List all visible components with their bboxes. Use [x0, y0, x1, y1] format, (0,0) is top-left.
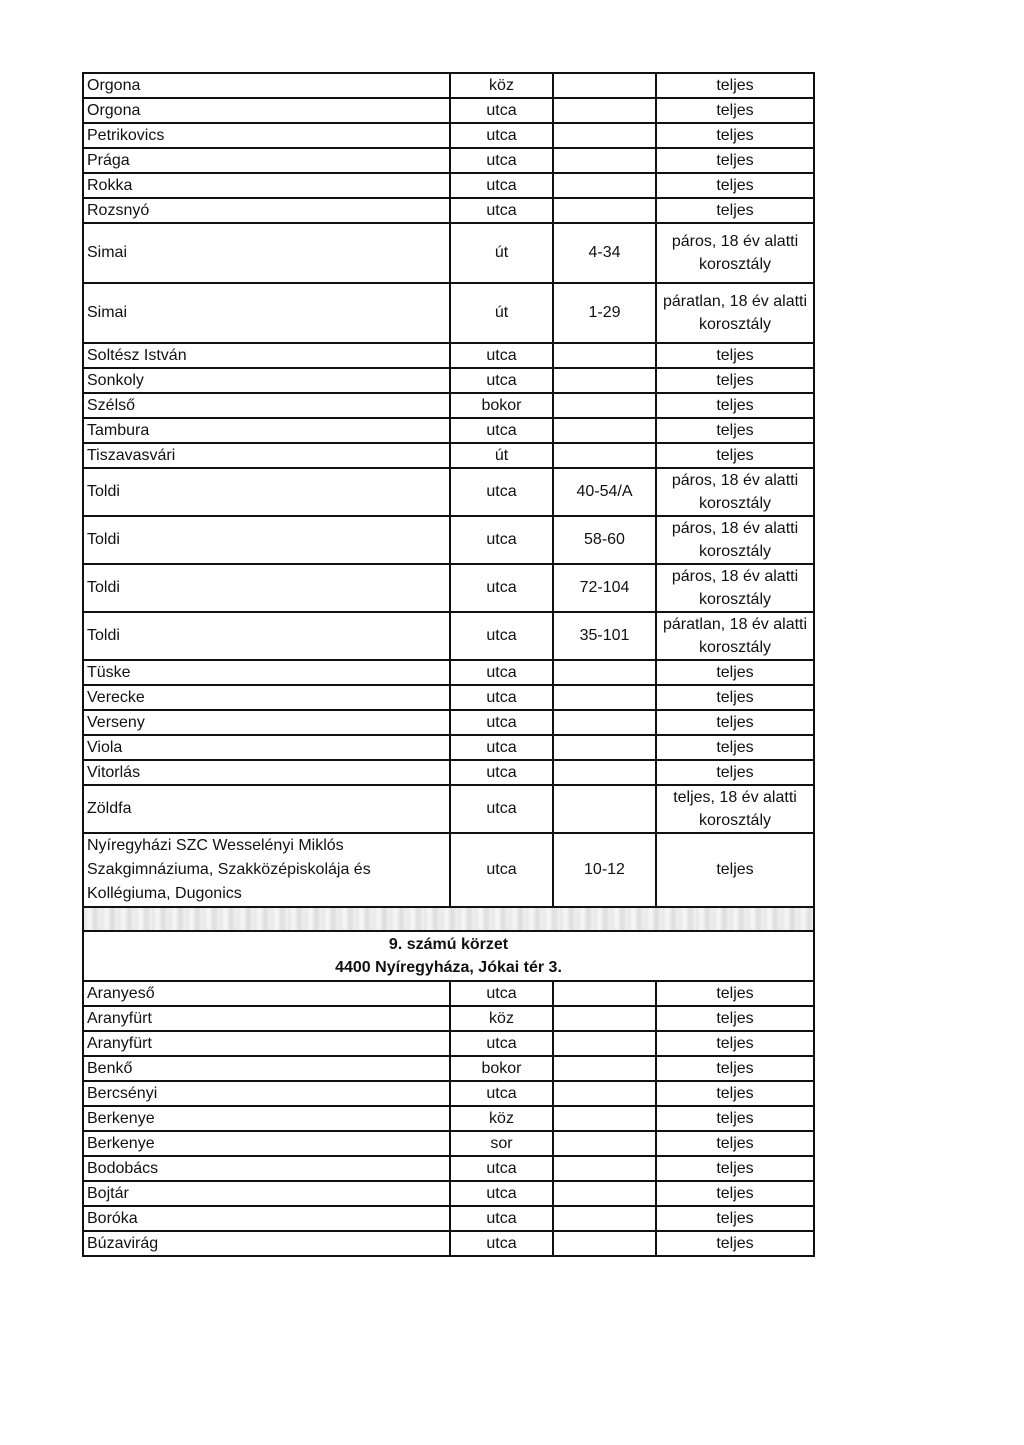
- house-number-cell: 40-54/A: [553, 468, 656, 516]
- scope-cell: páros, 18 év alatti korosztály: [656, 564, 814, 612]
- table-row: [83, 760, 814, 785]
- street-type-cell: utca: [450, 368, 553, 393]
- street-name-cell: Tiszavasvári: [83, 443, 450, 468]
- street-name-cell: Benkő: [83, 1056, 450, 1081]
- street-type-cell: utca: [450, 1231, 553, 1256]
- street-type-cell: utca: [450, 660, 553, 685]
- house-number-cell: [553, 98, 656, 123]
- street-type-cell: utca: [450, 760, 553, 785]
- scope-cell: teljes: [656, 123, 814, 148]
- street-name-cell: Bojtár: [83, 1181, 450, 1206]
- street-name-cell: Búzavirág: [83, 1231, 450, 1256]
- house-number-cell: [553, 123, 656, 148]
- street-name-cell: Soltész István: [83, 343, 450, 368]
- table-row: [83, 443, 814, 468]
- scope-cell: teljes: [656, 685, 814, 710]
- house-number-cell: [553, 1181, 656, 1206]
- street-type-cell: utca: [450, 612, 553, 660]
- table-row: [83, 98, 814, 123]
- table-row: [83, 612, 814, 660]
- house-number-cell: [553, 760, 656, 785]
- table-row: [83, 123, 814, 148]
- house-number-cell: 10-12: [553, 833, 656, 907]
- table-row: [83, 785, 814, 833]
- house-number-cell: [553, 785, 656, 833]
- street-name-cell: Berkenye: [83, 1131, 450, 1156]
- scope-cell: teljes: [656, 833, 814, 907]
- street-name-cell: Bodobács: [83, 1156, 450, 1181]
- street-type-cell: utca: [450, 418, 553, 443]
- house-number-cell: 1-29: [553, 283, 656, 343]
- table-row: [83, 223, 814, 283]
- table-row: [83, 516, 814, 564]
- table-row: [83, 1231, 814, 1256]
- street-name-cell: Szélső: [83, 393, 450, 418]
- table-row: [83, 1131, 814, 1156]
- scope-cell: teljes: [656, 735, 814, 760]
- street-type-cell: út: [450, 283, 553, 343]
- scope-cell: teljes: [656, 148, 814, 173]
- street-name-cell: Tüske: [83, 660, 450, 685]
- street-name-cell: Verecke: [83, 685, 450, 710]
- street-type-cell: utca: [450, 833, 553, 907]
- district-title: 9. számú körzet: [388, 936, 509, 953]
- house-number-cell: [553, 735, 656, 760]
- scope-cell: teljes: [656, 343, 814, 368]
- street-type-cell: köz: [450, 73, 553, 98]
- table-row: [83, 1031, 814, 1056]
- table-row: [83, 468, 814, 516]
- street-type-cell: út: [450, 223, 553, 283]
- house-number-cell: [553, 198, 656, 223]
- street-type-cell: utca: [450, 343, 553, 368]
- scope-cell: teljes: [656, 1131, 814, 1156]
- scope-cell: teljes: [656, 660, 814, 685]
- table-row: [83, 173, 814, 198]
- house-number-cell: [553, 173, 656, 198]
- street-type-cell: utca: [450, 98, 553, 123]
- district-header-row: [83, 931, 814, 981]
- table-row: [83, 833, 814, 907]
- street-type-cell: bokor: [450, 1056, 553, 1081]
- street-type-cell: utca: [450, 1156, 553, 1181]
- street-name-cell: Aranyfürt: [83, 1031, 450, 1056]
- house-number-cell: [553, 1156, 656, 1181]
- scope-cell: páros, 18 év alatti korosztály: [656, 516, 814, 564]
- house-number-cell: [553, 1056, 656, 1081]
- street-type-cell: utca: [450, 785, 553, 833]
- scope-cell: teljes: [656, 1206, 814, 1231]
- street-type-cell: utca: [450, 123, 553, 148]
- street-type-cell: utca: [450, 198, 553, 223]
- street-type-cell: köz: [450, 1106, 553, 1131]
- street-type-cell: utca: [450, 148, 553, 173]
- street-type-cell: utca: [450, 735, 553, 760]
- house-number-cell: [553, 418, 656, 443]
- separator-band: [83, 907, 814, 931]
- scope-cell: páros, 18 év alatti korosztály: [656, 223, 814, 283]
- scope-cell: teljes: [656, 1231, 814, 1256]
- scope-cell: teljes: [656, 98, 814, 123]
- street-name-cell: Toldi: [83, 516, 450, 564]
- street-type-cell: utca: [450, 1181, 553, 1206]
- street-type-cell: utca: [450, 1206, 553, 1231]
- house-number-cell: [553, 1006, 656, 1031]
- street-type-cell: utca: [450, 685, 553, 710]
- house-number-cell: [553, 443, 656, 468]
- street-name-cell: Verseny: [83, 710, 450, 735]
- street-name-cell: Orgona: [83, 98, 450, 123]
- street-list-table: [82, 72, 815, 1257]
- street-type-cell: utca: [450, 981, 553, 1006]
- house-number-cell: [553, 981, 656, 1006]
- scope-cell: teljes: [656, 1031, 814, 1056]
- street-type-cell: utca: [450, 564, 553, 612]
- street-name-cell: Simai: [83, 223, 450, 283]
- house-number-cell: [553, 1231, 656, 1256]
- scope-cell: páratlan, 18 év alatti korosztály: [656, 283, 814, 343]
- scope-cell: teljes: [656, 173, 814, 198]
- house-number-cell: 72-104: [553, 564, 656, 612]
- house-number-cell: [553, 393, 656, 418]
- street-name-cell: Aranyeső: [83, 981, 450, 1006]
- street-type-cell: út: [450, 443, 553, 468]
- table-row: [83, 685, 814, 710]
- table-row: [83, 1006, 814, 1031]
- street-name-cell: Berkenye: [83, 1106, 450, 1131]
- house-number-cell: [553, 685, 656, 710]
- table-row: [83, 393, 814, 418]
- street-type-cell: bokor: [450, 393, 553, 418]
- table-row: [83, 1081, 814, 1106]
- scope-cell: teljes: [656, 1106, 814, 1131]
- table-row: [83, 1056, 814, 1081]
- table-row: [83, 368, 814, 393]
- street-name-cell: Bercsényi: [83, 1081, 450, 1106]
- street-name-cell: Toldi: [83, 564, 450, 612]
- scope-cell: teljes: [656, 1181, 814, 1206]
- street-type-cell: köz: [450, 1006, 553, 1031]
- house-number-cell: [553, 1031, 656, 1056]
- street-name-cell: Rokka: [83, 173, 450, 198]
- street-name-cell: Orgona: [83, 73, 450, 98]
- section-separator: [83, 907, 814, 931]
- house-number-cell: [553, 660, 656, 685]
- street-name-cell: Zöldfa: [83, 785, 450, 833]
- house-number-cell: [553, 1081, 656, 1106]
- street-type-cell: utca: [450, 1081, 553, 1106]
- street-name-cell: Aranyfürt: [83, 1006, 450, 1031]
- street-name-cell: Tambura: [83, 418, 450, 443]
- house-number-cell: [553, 1206, 656, 1231]
- house-number-cell: [553, 73, 656, 98]
- house-number-cell: [553, 1131, 656, 1156]
- table-row: [83, 710, 814, 735]
- table-row: [83, 1106, 814, 1131]
- street-type-cell: utca: [450, 173, 553, 198]
- street-name-cell: Vitorlás: [83, 760, 450, 785]
- scope-cell: teljes: [656, 1006, 814, 1031]
- scope-cell: teljes: [656, 198, 814, 223]
- table-row: [83, 283, 814, 343]
- scope-cell: páros, 18 év alatti korosztály: [656, 468, 814, 516]
- scope-cell: teljes: [656, 418, 814, 443]
- table-row: [83, 343, 814, 368]
- house-number-cell: [553, 368, 656, 393]
- scope-cell: teljes, 18 év alatti korosztály: [656, 785, 814, 833]
- street-type-cell: utca: [450, 468, 553, 516]
- table-row: [83, 564, 814, 612]
- street-name-cell: Boróka: [83, 1206, 450, 1231]
- street-list-body: [83, 73, 814, 1256]
- house-number-cell: 35-101: [553, 612, 656, 660]
- house-number-cell: [553, 148, 656, 173]
- table-row: [83, 981, 814, 1006]
- scope-cell: teljes: [656, 710, 814, 735]
- street-name-cell: Toldi: [83, 468, 450, 516]
- street-name-cell: Prága: [83, 148, 450, 173]
- street-name-cell: Rozsnyó: [83, 198, 450, 223]
- table-row: [83, 148, 814, 173]
- street-name-cell: Nyíregyházi SZC Wesselényi Miklós Szakgimnáziuma, Szakközépiskolája és Kollégiuma, Dugonics: [83, 833, 450, 907]
- scope-cell: páratlan, 18 év alatti korosztály: [656, 612, 814, 660]
- scope-cell: teljes: [656, 1056, 814, 1081]
- street-type-cell: utca: [450, 516, 553, 564]
- street-name-cell: Viola: [83, 735, 450, 760]
- scope-cell: teljes: [656, 1156, 814, 1181]
- street-type-cell: utca: [450, 710, 553, 735]
- scope-cell: teljes: [656, 443, 814, 468]
- house-number-cell: [553, 343, 656, 368]
- street-name-cell: Sonkoly: [83, 368, 450, 393]
- table-row: [83, 198, 814, 223]
- house-number-cell: [553, 710, 656, 735]
- street-type-cell: utca: [450, 1031, 553, 1056]
- table-row: [83, 735, 814, 760]
- scope-cell: teljes: [656, 393, 814, 418]
- table-row: [83, 1206, 814, 1231]
- house-number-cell: 58-60: [553, 516, 656, 564]
- house-number-cell: [553, 1106, 656, 1131]
- scope-cell: teljes: [656, 981, 814, 1006]
- scope-cell: teljes: [656, 760, 814, 785]
- house-number-cell: 4-34: [553, 223, 656, 283]
- scope-cell: teljes: [656, 73, 814, 98]
- district-header: [83, 931, 814, 981]
- street-type-cell: sor: [450, 1131, 553, 1156]
- district-address: 4400 Nyíregyháza, Jókai tér 3.: [335, 959, 562, 976]
- street-name-cell: Toldi: [83, 612, 450, 660]
- street-name-cell: Petrikovics: [83, 123, 450, 148]
- table-row: [83, 418, 814, 443]
- table-row: [83, 660, 814, 685]
- scope-cell: teljes: [656, 1081, 814, 1106]
- scope-cell: teljes: [656, 368, 814, 393]
- street-name-cell: Simai: [83, 283, 450, 343]
- table-row: [83, 1156, 814, 1181]
- table-row: [83, 73, 814, 98]
- table-row: [83, 1181, 814, 1206]
